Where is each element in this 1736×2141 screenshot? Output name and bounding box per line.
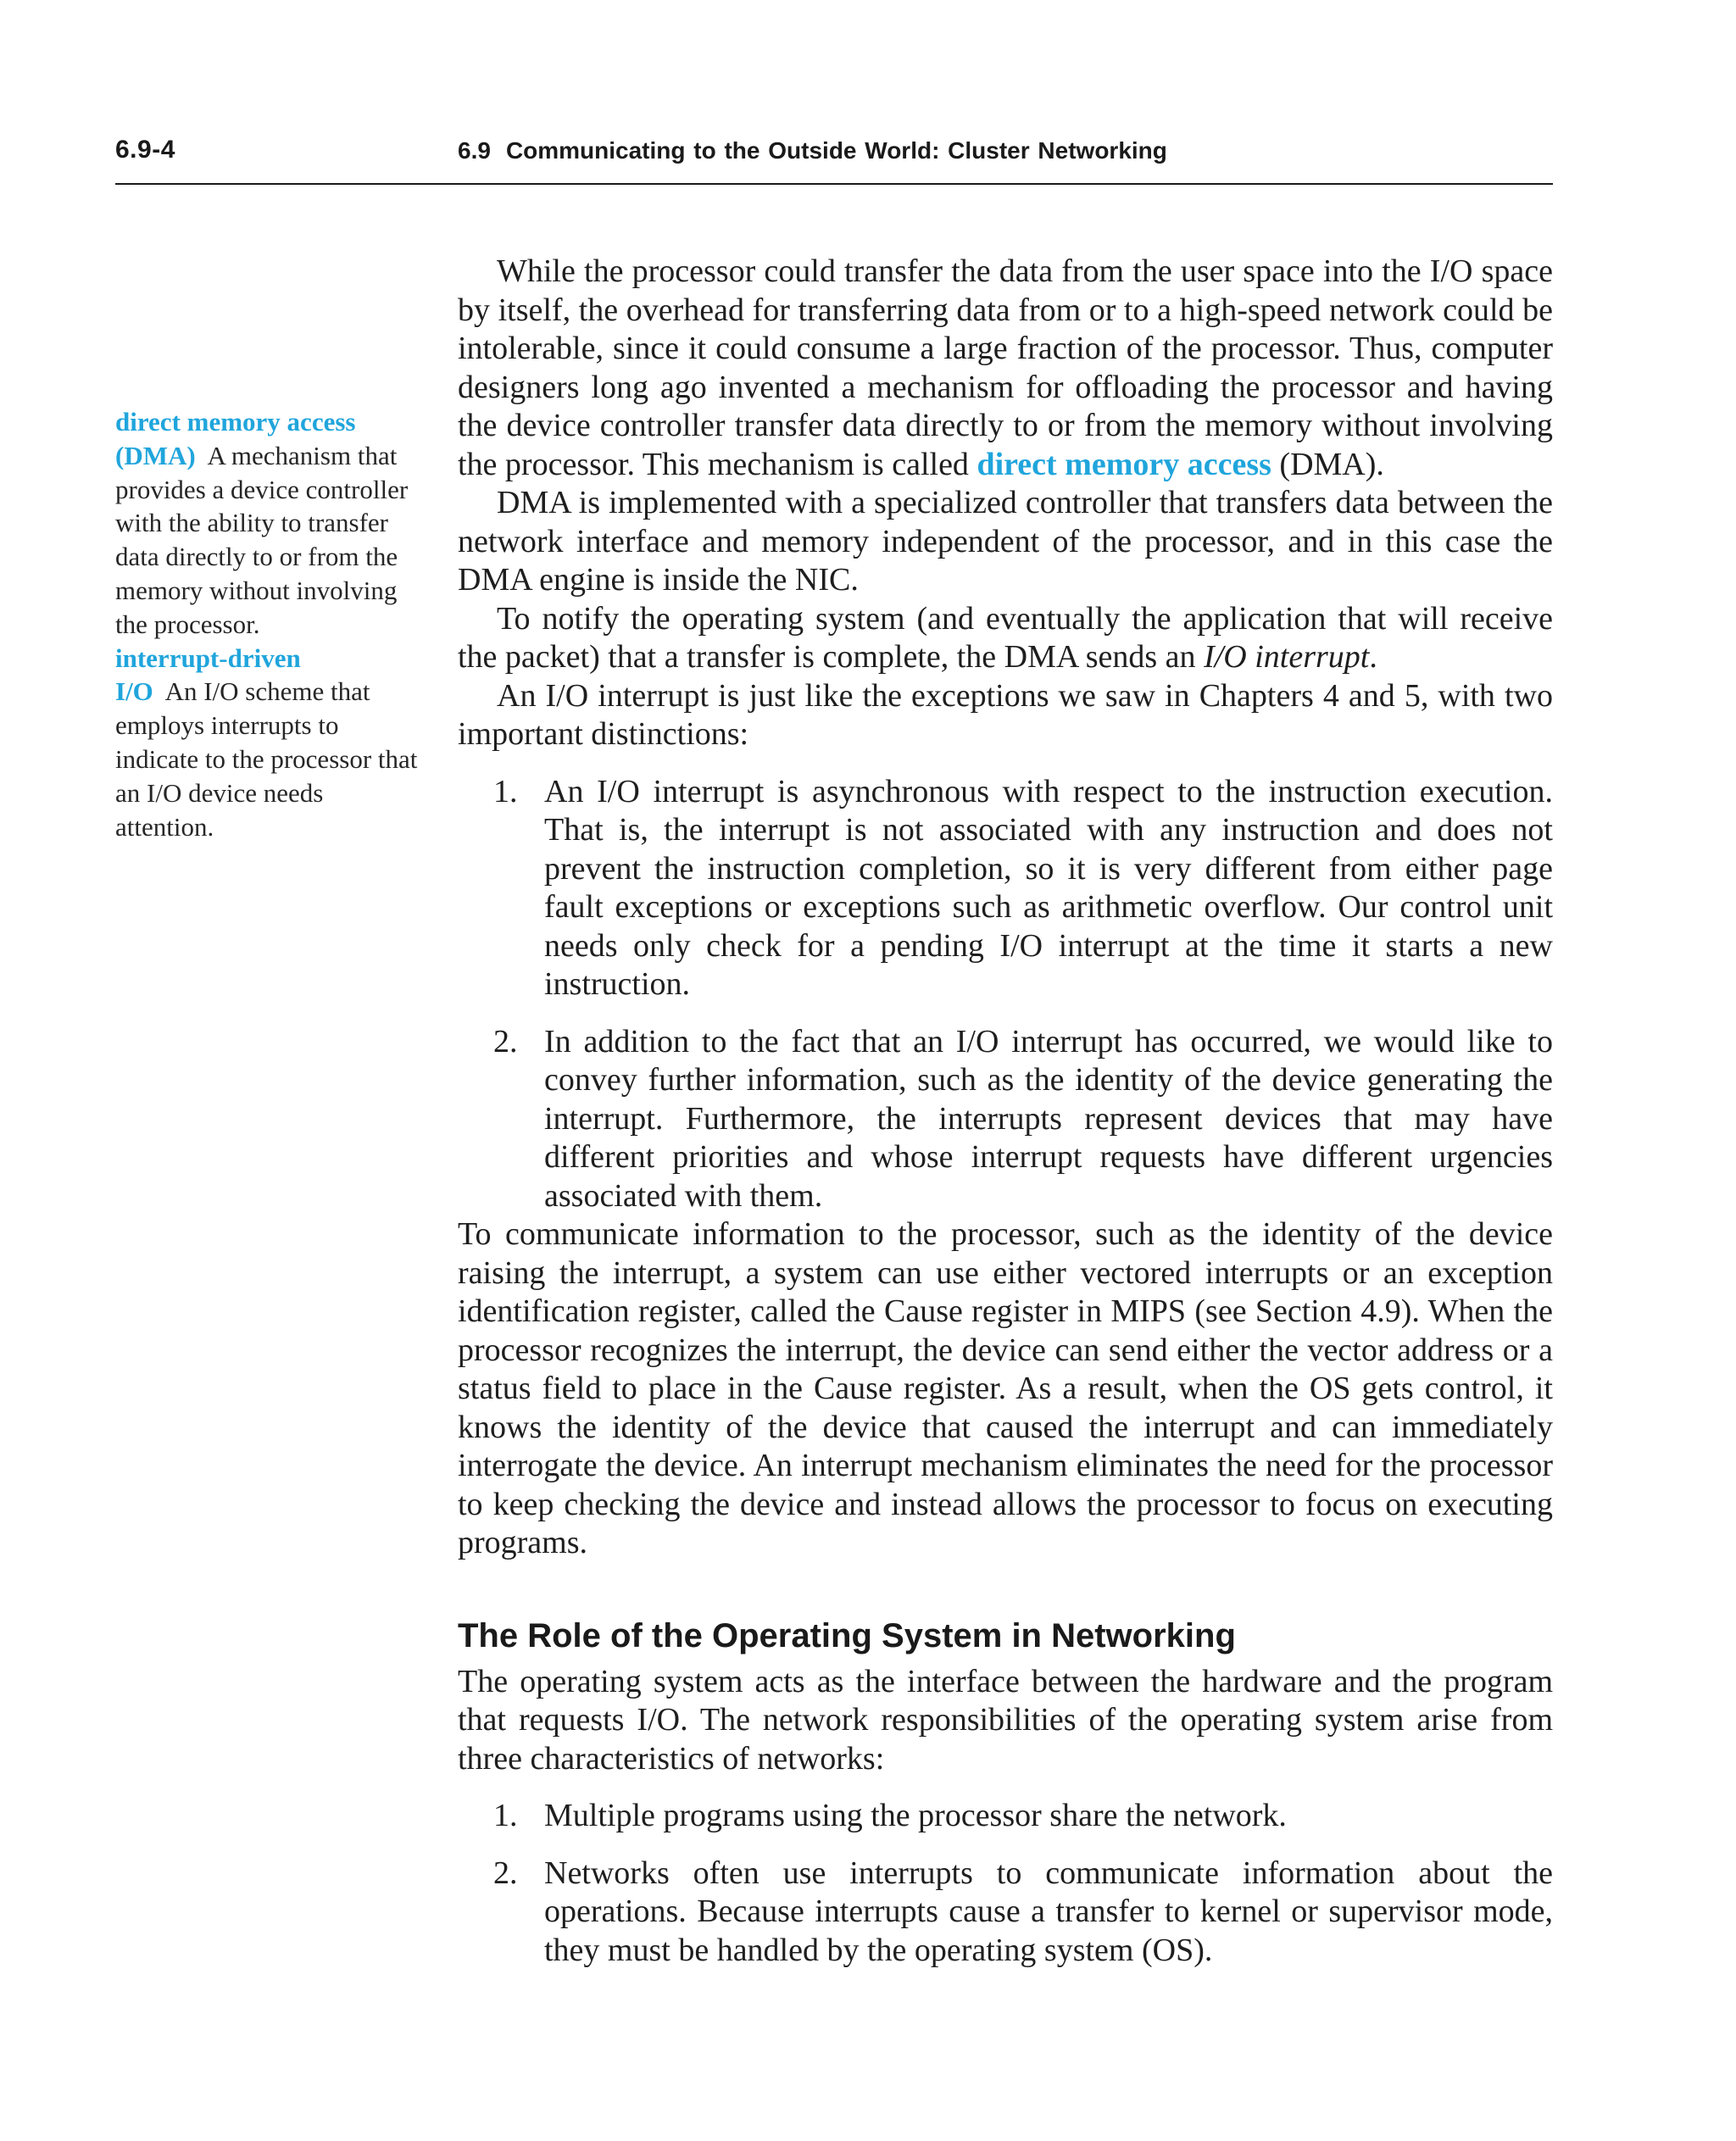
list-item-text: An I/O interrupt is asynchronous with respect to the instruction execution. That is, the interrupt is not associated with any instruction and does not prevent the instruction completion, so it is very different from either page fault exceptions or exceptions such as arithmetic overflow. Our control unit needs only check for a pending I/O interrupt at the time it starts a new instruction. [544, 773, 1553, 1002]
list-item-text: Networks often use interrupts to communicate information about the operations. Because interrupts cause a transfer to kernel or supervisor mode, they must be handled by the operating system (OS). [544, 1855, 1553, 1968]
glossary-term: interrupt-driven [115, 642, 301, 673]
glossary-entry-interrupt-driven-io [115, 642, 420, 844]
section-title: Communicating to the Outside World: Cluster Networking [505, 137, 1167, 164]
paragraph-distinctions: An I/O interrupt is just like the exceptions we saw in Chapters 4 and 5, with two important distinctions: [458, 677, 1553, 752]
paragraph-dma-controller: DMA is implemented with a specialized controller that transfers data between the network interface and memory independent of the processor, and in this case the DMA engine is inside the NIC. [458, 485, 1553, 598]
network-characteristics-list [458, 1797, 1553, 1970]
glossary-definition: An I/O scheme that employs interrupts to indicate to the processor that an I/O device needs attention. [115, 676, 418, 842]
paragraph-text: While the processor could transfer the data from the user space into the I/O space by itself, the overhead for transferring data from or to a high-speed network could be intolerable, since it could consume a large fraction of the processor. Thus, computer designers long ago invented a mechanism for offloading the processor and having the device controller transfer data directly to or from the memory without involving the processor. This mechanism is called [458, 253, 1553, 482]
section-heading: The Role of the Operating System in Networking [458, 1616, 1236, 1654]
paragraph-io-interrupt [458, 600, 1553, 677]
list-item [458, 773, 1553, 1004]
section-number: 6.9 [458, 137, 491, 164]
list-number: 1. [493, 1798, 518, 1833]
running-title [458, 137, 1167, 164]
distinctions-list [458, 773, 1553, 1216]
paragraph-dma-intro [458, 253, 1553, 484]
list-item [458, 1855, 1553, 1971]
glossary-term: direct memory access [115, 407, 356, 437]
key-term-dma: direct memory access [976, 446, 1271, 482]
list-item [458, 1797, 1553, 1836]
main-text [458, 253, 1553, 1970]
glossary-definition: A mechanism that provides a device controller with the ability to transfer data directly to or from the memory without involving the processor. [115, 440, 409, 639]
list-item [458, 1023, 1553, 1216]
list-number: 2. [493, 1023, 518, 1059]
paragraph-cause-register: To communicate information to the processor, such as the identity of the device raising the interrupt, a system can use either vectored interrupts or an exception identification register, called the Cause register in MIPS (see Section 4.9). When the processor recognizes the interrupt, the device can send either the vector address or a status field to place in the Cause register. As a result, when the OS gets control, it knows the identity of the device that caused the interrupt and can immediately interrogate the device. An interrupt mechanism eliminates the need for the processor to keep checking the device and instead allows the processor to focus on executing programs. [458, 1216, 1553, 1560]
glossary-term-abbrev: I/O [115, 676, 153, 707]
page-number: 6.9-4 [115, 136, 175, 164]
running-head [115, 132, 1553, 185]
margin-glossary [115, 405, 420, 843]
list-item-text: Multiple programs using the processor share the network. [544, 1798, 1287, 1833]
paragraph-os-role: The operating system acts as the interface between the hardware and the program that requests I/O. The network responsibilities of the operating system arise from three characteristics of networks: [458, 1663, 1553, 1777]
list-number: 2. [493, 1855, 518, 1891]
list-item-text: In addition to the fact that an I/O interrupt has occurred, we would like to convey further information, such as the identity of the device generating the interrupt. Furthermore, the interrupts represent devices that may have different priorities and whose interrupt requests have different urgencies associated with them. [544, 1023, 1553, 1214]
paragraph-text: To notify the operating system (and eventually the application that will receive the packet) that a transfer is complete, the DMA sends an [458, 600, 1553, 675]
list-number: 1. [493, 773, 518, 809]
glossary-entry-dma [115, 405, 420, 642]
italic-term: I/O interrupt [1204, 639, 1370, 675]
glossary-term-abbrev: (DMA) [115, 440, 196, 470]
paragraph-text: . [1369, 639, 1377, 675]
paragraph-text: (DMA). [1279, 446, 1384, 482]
